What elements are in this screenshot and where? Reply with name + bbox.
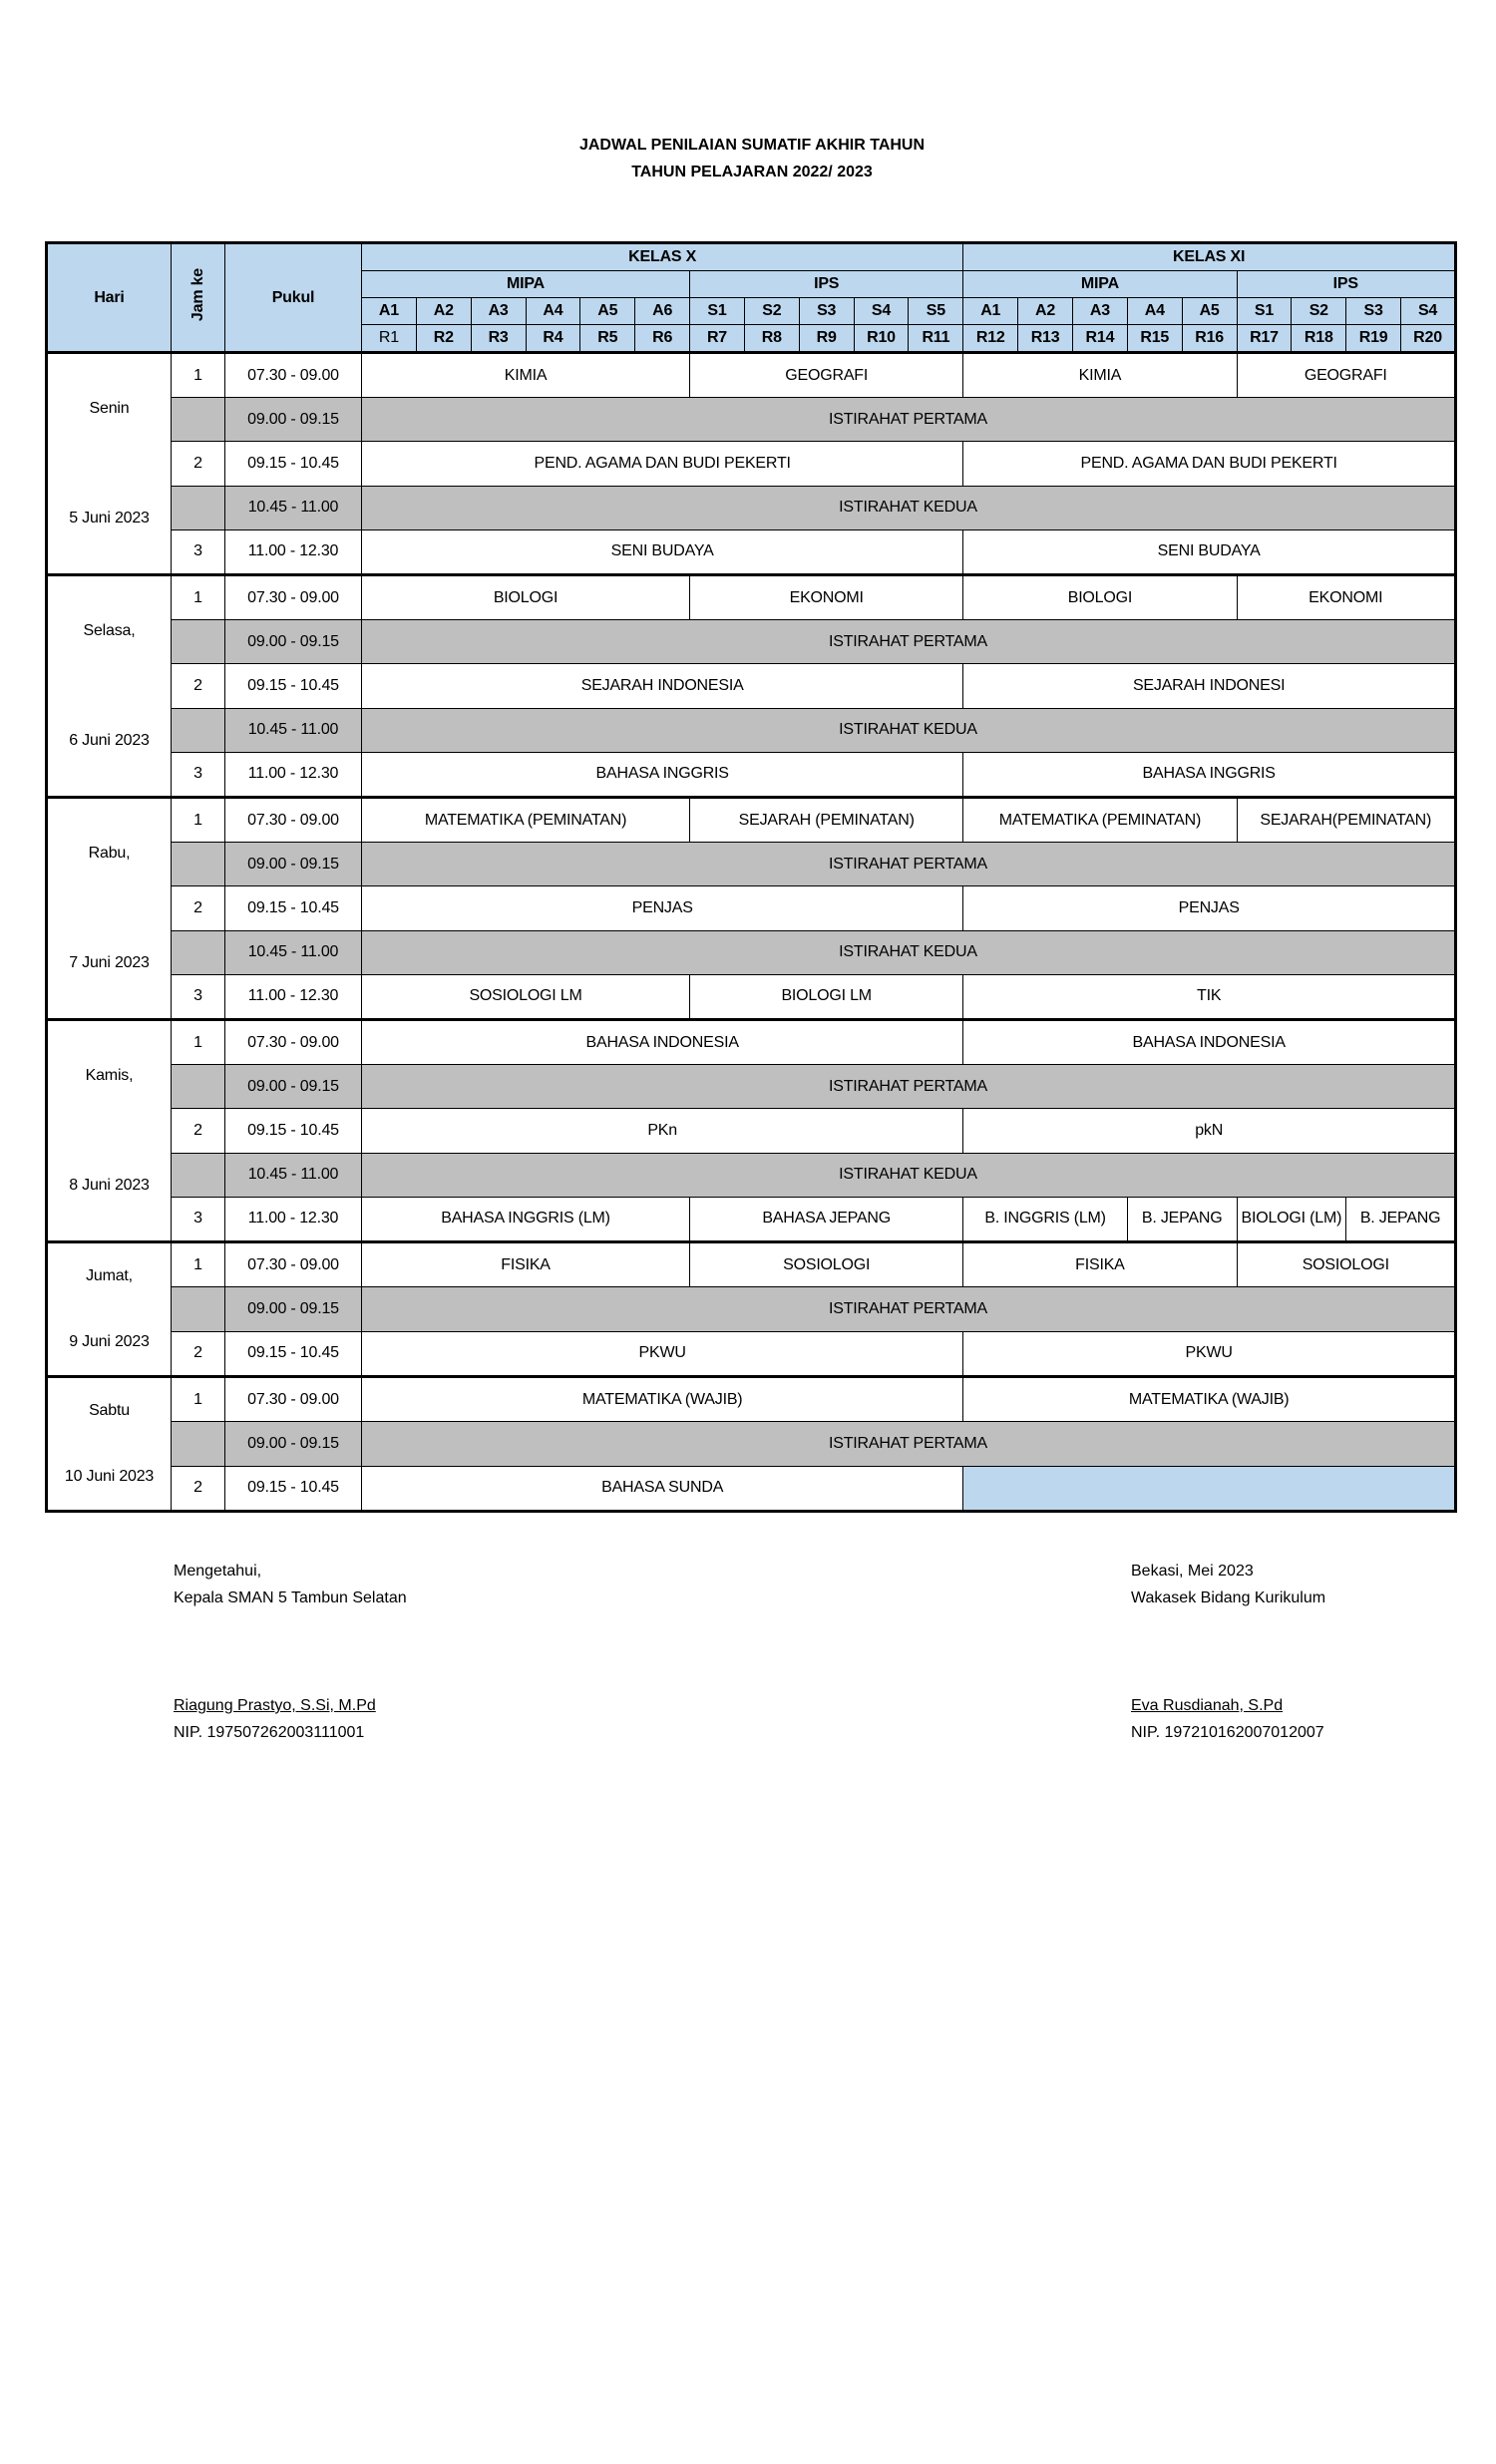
- header-room: R11: [909, 325, 963, 353]
- subject-cell: B. JEPANG: [1346, 1197, 1456, 1241]
- subject-cell: SOSIOLOGI: [690, 1242, 963, 1287]
- table-row: [47, 752, 1456, 797]
- header-room: R12: [963, 325, 1018, 353]
- jam-cell: 1: [172, 1377, 225, 1422]
- header-room: R13: [1018, 325, 1073, 353]
- header-class: A1: [362, 298, 417, 325]
- subject-cell: BAHASA INDONESIA: [362, 1020, 963, 1065]
- time-cell: 10.45 - 11.00: [225, 1153, 362, 1197]
- header-room: R18: [1292, 325, 1346, 353]
- jam-cell: [172, 398, 225, 442]
- subject-cell: PKn: [362, 1109, 963, 1153]
- subject-cell: BAHASA INGGRIS (LM): [362, 1197, 690, 1241]
- break-row: [47, 398, 1456, 442]
- subject-cell: KIMIA: [963, 353, 1237, 398]
- jam-cell: 1: [172, 798, 225, 843]
- jam-cell: [172, 1287, 225, 1331]
- subject-cell: EKONOMI: [1237, 575, 1455, 620]
- subject-cell: BIOLOGI (LM): [1237, 1197, 1346, 1241]
- table-row: [47, 1331, 1456, 1376]
- header-pukul: Pukul: [225, 243, 362, 353]
- break-cell: ISTIRAHAT PERTAMA: [362, 1065, 1456, 1109]
- time-cell: 10.45 - 11.00: [225, 708, 362, 752]
- time-cell: 09.15 - 10.45: [225, 1331, 362, 1376]
- subject-cell: SOSIOLOGI: [1237, 1242, 1455, 1287]
- subject-cell: PKWU: [362, 1331, 963, 1376]
- day-date: 9 Juni 2023: [69, 1333, 150, 1350]
- day-cell: [47, 1020, 172, 1242]
- day-date: 8 Juni 2023: [69, 1177, 150, 1194]
- table-row: [47, 575, 1456, 620]
- table-row: [47, 974, 1456, 1019]
- time-cell: 09.00 - 09.15: [225, 1422, 362, 1466]
- header-jam: [172, 243, 225, 353]
- subject-cell: FISIKA: [963, 1242, 1237, 1287]
- header-program: IPS: [1237, 271, 1455, 298]
- break-cell: ISTIRAHAT PERTAMA: [362, 1422, 1456, 1466]
- jam-cell: [172, 930, 225, 974]
- subject-cell: BAHASA SUNDA: [362, 1466, 963, 1511]
- time-cell: 10.45 - 11.00: [225, 486, 362, 529]
- subject-cell: KIMIA: [362, 353, 690, 398]
- time-cell: 07.30 - 09.00: [225, 1020, 362, 1065]
- header-row-kelas: [47, 243, 1456, 271]
- header-room: R10: [854, 325, 909, 353]
- jam-cell: [172, 620, 225, 664]
- break-row: [47, 843, 1456, 886]
- subject-cell: BAHASA JEPANG: [690, 1197, 963, 1241]
- break-row: [47, 1287, 1456, 1331]
- header-class: S3: [799, 298, 854, 325]
- subject-cell: SEJARAH INDONESI: [963, 664, 1456, 708]
- jam-cell: [172, 1065, 225, 1109]
- footer-left-line1: Mengetahui,: [174, 1563, 262, 1580]
- jam-cell: 3: [172, 752, 225, 797]
- subject-cell: GEOGRAFI: [1237, 353, 1455, 398]
- header-class: A2: [1018, 298, 1073, 325]
- subject-cell: B. JEPANG: [1127, 1197, 1237, 1241]
- table-row: [47, 1377, 1456, 1422]
- subject-cell: BIOLOGI: [963, 575, 1237, 620]
- footer-left: [174, 1558, 407, 1746]
- jam-cell: 2: [172, 1466, 225, 1511]
- jam-cell: 3: [172, 1197, 225, 1241]
- header-class: S4: [1401, 298, 1456, 325]
- subject-cell: PENJAS: [362, 886, 963, 930]
- time-cell: 09.00 - 09.15: [225, 398, 362, 442]
- header-hari: Hari: [47, 243, 172, 353]
- footer-left-line2: Kepala SMAN 5 Tambun Selatan: [174, 1589, 407, 1606]
- time-cell: 11.00 - 12.30: [225, 974, 362, 1019]
- signatory-left-nip: NIP. 197507262003111001: [174, 1724, 365, 1741]
- subject-cell: SEJARAH(PEMINATAN): [1237, 798, 1455, 843]
- header-class: S4: [854, 298, 909, 325]
- jam-cell: 3: [172, 974, 225, 1019]
- table-row: [47, 353, 1456, 398]
- time-cell: 09.00 - 09.15: [225, 1287, 362, 1331]
- break-row: [47, 620, 1456, 664]
- header-room: R20: [1401, 325, 1456, 353]
- day-wrap: [48, 576, 171, 796]
- day-wrap: [48, 1021, 171, 1240]
- day-date: 10 Juni 2023: [64, 1468, 155, 1485]
- break-cell: ISTIRAHAT KEDUA: [362, 930, 1456, 974]
- header-room: R4: [526, 325, 580, 353]
- header-room: R15: [1127, 325, 1182, 353]
- time-cell: 09.15 - 10.45: [225, 442, 362, 486]
- break-cell: ISTIRAHAT KEDUA: [362, 486, 1456, 529]
- day-cell: [47, 1242, 172, 1377]
- time-cell: 07.30 - 09.00: [225, 575, 362, 620]
- header-jam-label: Jam ke: [188, 268, 206, 322]
- break-row: [47, 486, 1456, 529]
- subject-cell: BAHASA INGGRIS: [362, 752, 963, 797]
- subject-cell: BAHASA INDONESIA: [963, 1020, 1456, 1065]
- day-name: Rabu,: [88, 845, 131, 862]
- subject-cell: PENJAS: [963, 886, 1456, 930]
- footer-right-line1: Bekasi, Mei 2023: [1131, 1563, 1254, 1580]
- header-class: S2: [1292, 298, 1346, 325]
- break-cell: ISTIRAHAT PERTAMA: [362, 620, 1456, 664]
- subject-cell: EKONOMI: [690, 575, 963, 620]
- document-subtitle: TAHUN PELAJARAN 2022/ 2023: [631, 164, 873, 180]
- signatory-right-nip: NIP. 197210162007012007: [1131, 1724, 1324, 1741]
- time-cell: 07.30 - 09.00: [225, 1377, 362, 1422]
- jam-cell: [172, 843, 225, 886]
- subject-cell: SEJARAH INDONESIA: [362, 664, 963, 708]
- header-room: R1: [362, 325, 417, 353]
- jam-cell: [172, 708, 225, 752]
- subject-cell: GEOGRAFI: [690, 353, 963, 398]
- header-class: A6: [635, 298, 690, 325]
- header-class: S1: [1237, 298, 1292, 325]
- time-cell: 09.00 - 09.15: [225, 620, 362, 664]
- day-wrap: [48, 1378, 171, 1510]
- time-cell: 09.00 - 09.15: [225, 1065, 362, 1109]
- jam-cell: 1: [172, 1242, 225, 1287]
- jam-cell: 2: [172, 442, 225, 486]
- subject-cell: pkN: [963, 1109, 1456, 1153]
- header-class: A2: [416, 298, 471, 325]
- time-cell: 11.00 - 12.30: [225, 1197, 362, 1241]
- subject-cell: PEND. AGAMA DAN BUDI PEKERTI: [362, 442, 963, 486]
- table-row: [47, 1109, 1456, 1153]
- subject-cell: SOSIOLOGI LM: [362, 974, 690, 1019]
- jam-cell: 2: [172, 1331, 225, 1376]
- time-cell: 07.30 - 09.00: [225, 353, 362, 398]
- table-row: [47, 886, 1456, 930]
- header-room: R2: [416, 325, 471, 353]
- subject-cell: BIOLOGI: [362, 575, 690, 620]
- table-row: [47, 1197, 1456, 1241]
- header-program: MIPA: [362, 271, 690, 298]
- header-room: R19: [1346, 325, 1401, 353]
- time-cell: 11.00 - 12.30: [225, 529, 362, 574]
- jam-cell: 1: [172, 575, 225, 620]
- break-cell: ISTIRAHAT KEDUA: [362, 708, 1456, 752]
- header-room: R3: [471, 325, 526, 353]
- jam-cell: [172, 1422, 225, 1466]
- jam-cell: 2: [172, 1109, 225, 1153]
- time-cell: 10.45 - 11.00: [225, 930, 362, 974]
- time-cell: 09.15 - 10.45: [225, 1466, 362, 1511]
- header-kelas: KELAS XI: [963, 243, 1456, 271]
- day-name: Kamis,: [85, 1067, 134, 1084]
- jam-cell: [172, 486, 225, 529]
- day-cell: [47, 353, 172, 575]
- table-header: [47, 243, 1456, 353]
- header-room: R5: [580, 325, 635, 353]
- jam-cell: 2: [172, 886, 225, 930]
- header-kelas: KELAS X: [362, 243, 963, 271]
- subject-cell: MATEMATIKA (PEMINATAN): [963, 798, 1237, 843]
- subject-cell: SENI BUDAYA: [362, 529, 963, 574]
- header-class: A5: [1182, 298, 1237, 325]
- time-cell: 09.00 - 09.15: [225, 843, 362, 886]
- footer-right: [1131, 1558, 1325, 1746]
- table-row: [47, 529, 1456, 574]
- header-class: A5: [580, 298, 635, 325]
- header-room: R6: [635, 325, 690, 353]
- break-row: [47, 930, 1456, 974]
- subject-cell: MATEMATIKA (PEMINATAN): [362, 798, 690, 843]
- day-cell: [47, 1377, 172, 1512]
- day-wrap: [48, 1243, 171, 1375]
- time-cell: 07.30 - 09.00: [225, 1242, 362, 1287]
- subject-cell: PKWU: [963, 1331, 1456, 1376]
- subject-cell: FISIKA: [362, 1242, 690, 1287]
- day-date: 6 Juni 2023: [69, 732, 150, 749]
- footer-right-line2: Wakasek Bidang Kurikulum: [1131, 1589, 1326, 1606]
- header-class: A4: [1127, 298, 1182, 325]
- jam-cell: [172, 1153, 225, 1197]
- break-cell: ISTIRAHAT PERTAMA: [362, 843, 1456, 886]
- header-class: S5: [909, 298, 963, 325]
- day-name: Senin: [89, 400, 130, 417]
- table-row: [47, 798, 1456, 843]
- day-name: Sabtu: [89, 1402, 130, 1419]
- day-wrap: [48, 799, 171, 1018]
- time-cell: 09.15 - 10.45: [225, 664, 362, 708]
- header-room: R14: [1073, 325, 1128, 353]
- break-cell: ISTIRAHAT PERTAMA: [362, 398, 1456, 442]
- table-row: [47, 664, 1456, 708]
- subject-cell: TIK: [963, 974, 1456, 1019]
- subject-cell: BIOLOGI LM: [690, 974, 963, 1019]
- day-date: 5 Juni 2023: [69, 510, 150, 527]
- header-class: S3: [1346, 298, 1401, 325]
- break-cell: ISTIRAHAT KEDUA: [362, 1153, 1456, 1197]
- day-name: Jumat,: [86, 1267, 133, 1284]
- subject-cell: MATEMATIKA (WAJIB): [362, 1377, 963, 1422]
- header-class: A4: [526, 298, 580, 325]
- subject-cell: B. INGGRIS (LM): [963, 1197, 1128, 1241]
- subject-cell: SENI BUDAYA: [963, 529, 1456, 574]
- day-date: 7 Juni 2023: [69, 954, 150, 971]
- jam-cell: 1: [172, 353, 225, 398]
- table-row: [47, 442, 1456, 486]
- header-program: IPS: [690, 271, 963, 298]
- header-class: A1: [963, 298, 1018, 325]
- header-room: R16: [1182, 325, 1237, 353]
- jam-cell: 2: [172, 664, 225, 708]
- table-row: [47, 1242, 1456, 1287]
- jam-cell: 3: [172, 529, 225, 574]
- time-cell: 07.30 - 09.00: [225, 798, 362, 843]
- subject-cell: PEND. AGAMA DAN BUDI PEKERTI: [963, 442, 1456, 486]
- subject-cell: [963, 1466, 1456, 1511]
- schedule-table: [45, 241, 1457, 1513]
- header-class: A3: [471, 298, 526, 325]
- break-row: [47, 1422, 1456, 1466]
- header-program: MIPA: [963, 271, 1237, 298]
- day-cell: [47, 798, 172, 1020]
- break-cell: ISTIRAHAT PERTAMA: [362, 1287, 1456, 1331]
- subject-cell: SEJARAH (PEMINATAN): [690, 798, 963, 843]
- time-cell: 09.15 - 10.45: [225, 1109, 362, 1153]
- document-title: JADWAL PENILAIAN SUMATIF AKHIR TAHUN: [578, 137, 926, 154]
- signatory-left-name: Riagung Prastyo, S.Si, M.Pd: [174, 1697, 376, 1714]
- table-body: [47, 353, 1456, 1512]
- break-row: [47, 1065, 1456, 1109]
- header-room: R7: [690, 325, 745, 353]
- table-row: [47, 1020, 1456, 1065]
- day-name: Selasa,: [83, 622, 136, 639]
- header-class: S2: [744, 298, 799, 325]
- break-row: [47, 708, 1456, 752]
- time-cell: 11.00 - 12.30: [225, 752, 362, 797]
- header-room: R9: [799, 325, 854, 353]
- subject-cell: MATEMATIKA (WAJIB): [963, 1377, 1456, 1422]
- subject-cell: BAHASA INGGRIS: [963, 752, 1456, 797]
- day-cell: [47, 575, 172, 798]
- header-room: R17: [1237, 325, 1292, 353]
- time-cell: 09.15 - 10.45: [225, 886, 362, 930]
- break-row: [47, 1153, 1456, 1197]
- day-wrap: [48, 354, 171, 573]
- header-class: S1: [690, 298, 745, 325]
- signatory-right-name: Eva Rusdianah, S.Pd: [1131, 1697, 1284, 1714]
- header-class: A3: [1073, 298, 1128, 325]
- header-room: R8: [744, 325, 799, 353]
- jam-cell: 1: [172, 1020, 225, 1065]
- table-row: [47, 1466, 1456, 1511]
